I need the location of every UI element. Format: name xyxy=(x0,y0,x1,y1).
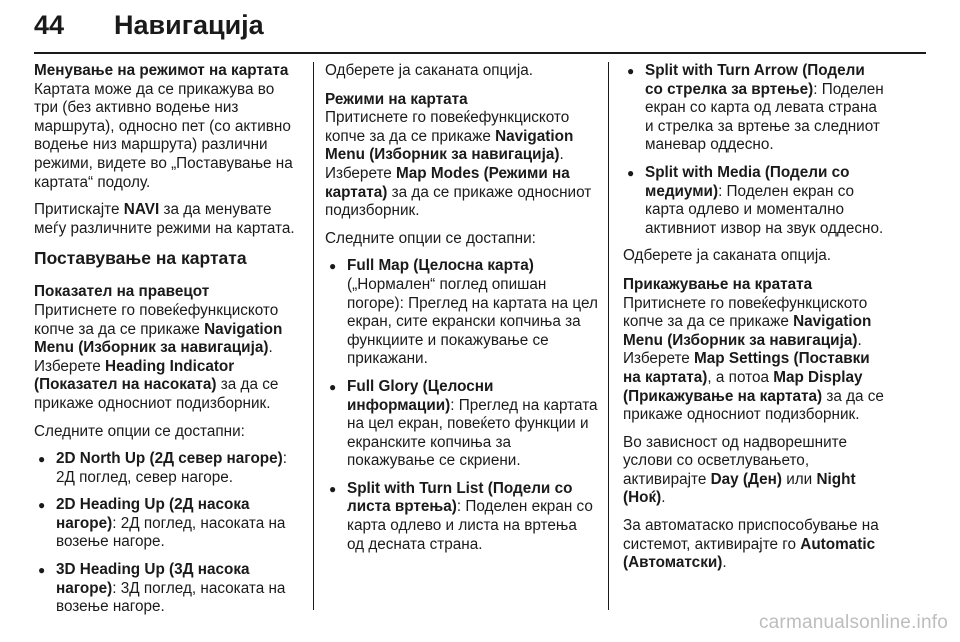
heading-indicator-heading: Показател на правецот xyxy=(34,283,210,301)
night-label: Night (Ноќ) xyxy=(623,470,856,507)
navigation-menu-label: Navigation Menu (Изборник за навигација) xyxy=(325,127,574,164)
header-rule xyxy=(34,52,926,54)
map-mode-heading: Менување на режимот на картата xyxy=(34,62,289,79)
map-modes-options-list xyxy=(325,257,598,554)
list-item: ● Split with Turn Arrow (Подели со стрелка за вртење): Поделен екран со карта од левата страна и стрелка за вртење за следниот маневар оддесно. xyxy=(623,62,885,155)
column-1 xyxy=(34,62,302,626)
select-option-text: Одберете ја саканата опција. xyxy=(325,62,533,79)
page-number: 44 xyxy=(34,10,65,40)
options-intro: Следните опции се достапни: xyxy=(325,229,536,247)
list-item: ● 3D Heading Up (3Д насока нагоре): 3Д поглед, насоката на возење нагоре. xyxy=(34,561,302,617)
map-modes-text: Притиснете го повеќефункциското копче за да се прикаже Navigation Menu (Изборник за навигација). Изберете Map Modes (Режими на картата) за да се прикаже односниот подизборник. xyxy=(325,109,592,220)
heading-options-list xyxy=(34,450,302,617)
navigation-menu-label: Navigation Menu (Изборник за навигација) xyxy=(623,313,872,349)
column-divider-1 xyxy=(313,62,314,610)
column-2 xyxy=(325,62,598,563)
navi-key: NAVI xyxy=(123,201,160,219)
map-display-text: Притиснете го повеќефункциското копче за да се прикаже Navigation Menu (Изборник за навигација). Изберете Map Settings (Поставки на картата), а потоа Map Display (Прикажување на картата) за да се прикаже односниот подизборник. xyxy=(623,294,884,424)
page-header xyxy=(34,6,926,56)
watermark: carmanualsonline.info xyxy=(758,612,948,633)
list-item: ● 2D Heading Up (2Д насока нагоре): 2Д поглед, насоката на возење нагоре. xyxy=(34,496,302,552)
map-settings-heading: Поставување на картата xyxy=(34,248,247,269)
map-display-label: Map Display (Прикажување на картата) xyxy=(623,368,863,405)
list-item: ● Full Map (Целосна карта) („Нормален“ поглед опишан погоре): Преглед на картата на цел екран, сите екрански копчиња за функциите и покажување се прикажани. xyxy=(325,257,598,369)
map-modes-heading: Режими на картата xyxy=(325,90,468,108)
options-intro: Следните опции се достапни: xyxy=(34,422,245,440)
list-item: ● Split with Turn List (Подели со листа вртења): Поделен екран со карта одлево и листа на вртења од десната страна. xyxy=(325,480,598,554)
navigation-menu-label: Navigation Menu (Изборник за навигација) xyxy=(34,320,283,357)
map-display-heading: Прикажување на кратата xyxy=(623,275,813,293)
column-3 xyxy=(623,62,885,582)
list-item: ● Split with Media (Подели со медиуми): Поделен екран со карта одлево и моментално активниот извор на звук оддесно. xyxy=(623,164,885,238)
navi-paragraph: Притискајте NAVI за да менувате меѓу различните режими на картата. xyxy=(34,201,295,237)
heading-indicator-text: Притиснете го повеќефункциското копче за да се прикаже Navigation Menu (Изборник за навигација). Изберете Heading Indicator (Показател на насоката) за да се прикаже односниот подизборник. xyxy=(34,301,283,412)
column-divider-2 xyxy=(608,62,609,610)
split-options-list xyxy=(623,62,885,238)
day-label: Day (Ден) xyxy=(710,470,782,488)
select-option-text: Одберете ја саканата опција. xyxy=(623,247,831,265)
page-title: Навигација xyxy=(114,10,264,40)
heading-indicator-label: Heading Indicator (Показател на насоката) xyxy=(34,357,235,394)
automatic-text: За автоматаско приспособување на системот, активирајте го Automatic (Автоматски). xyxy=(623,517,879,572)
list-item: ● Full Glory (Целосни информации): Преглед на картата на цел екран, повеќето функции и екранските копчиња за покажување се скриени. xyxy=(325,378,598,471)
list-item: ● 2D North Up (2Д север нагоре): 2Д поглед, север нагоре. xyxy=(34,450,302,487)
map-mode-text: Картата може да се прикажува во три (без активно водење низ маршрута), односно пет (со активно водење низ маршрута) различни режими, видете во „Поставување на картата“ подолу. xyxy=(34,80,293,191)
automatic-label: Automatic (Автоматски) xyxy=(623,535,876,572)
map-modes-label: Map Modes (Режими на картата) xyxy=(325,164,570,201)
day-night-text: Во зависност од надворешните услови со осветлувањето, активирајте Day (Ден) или Night (Ноќ). xyxy=(623,433,856,507)
map-settings-label: Map Settings (Поставки на картата) xyxy=(623,350,870,386)
